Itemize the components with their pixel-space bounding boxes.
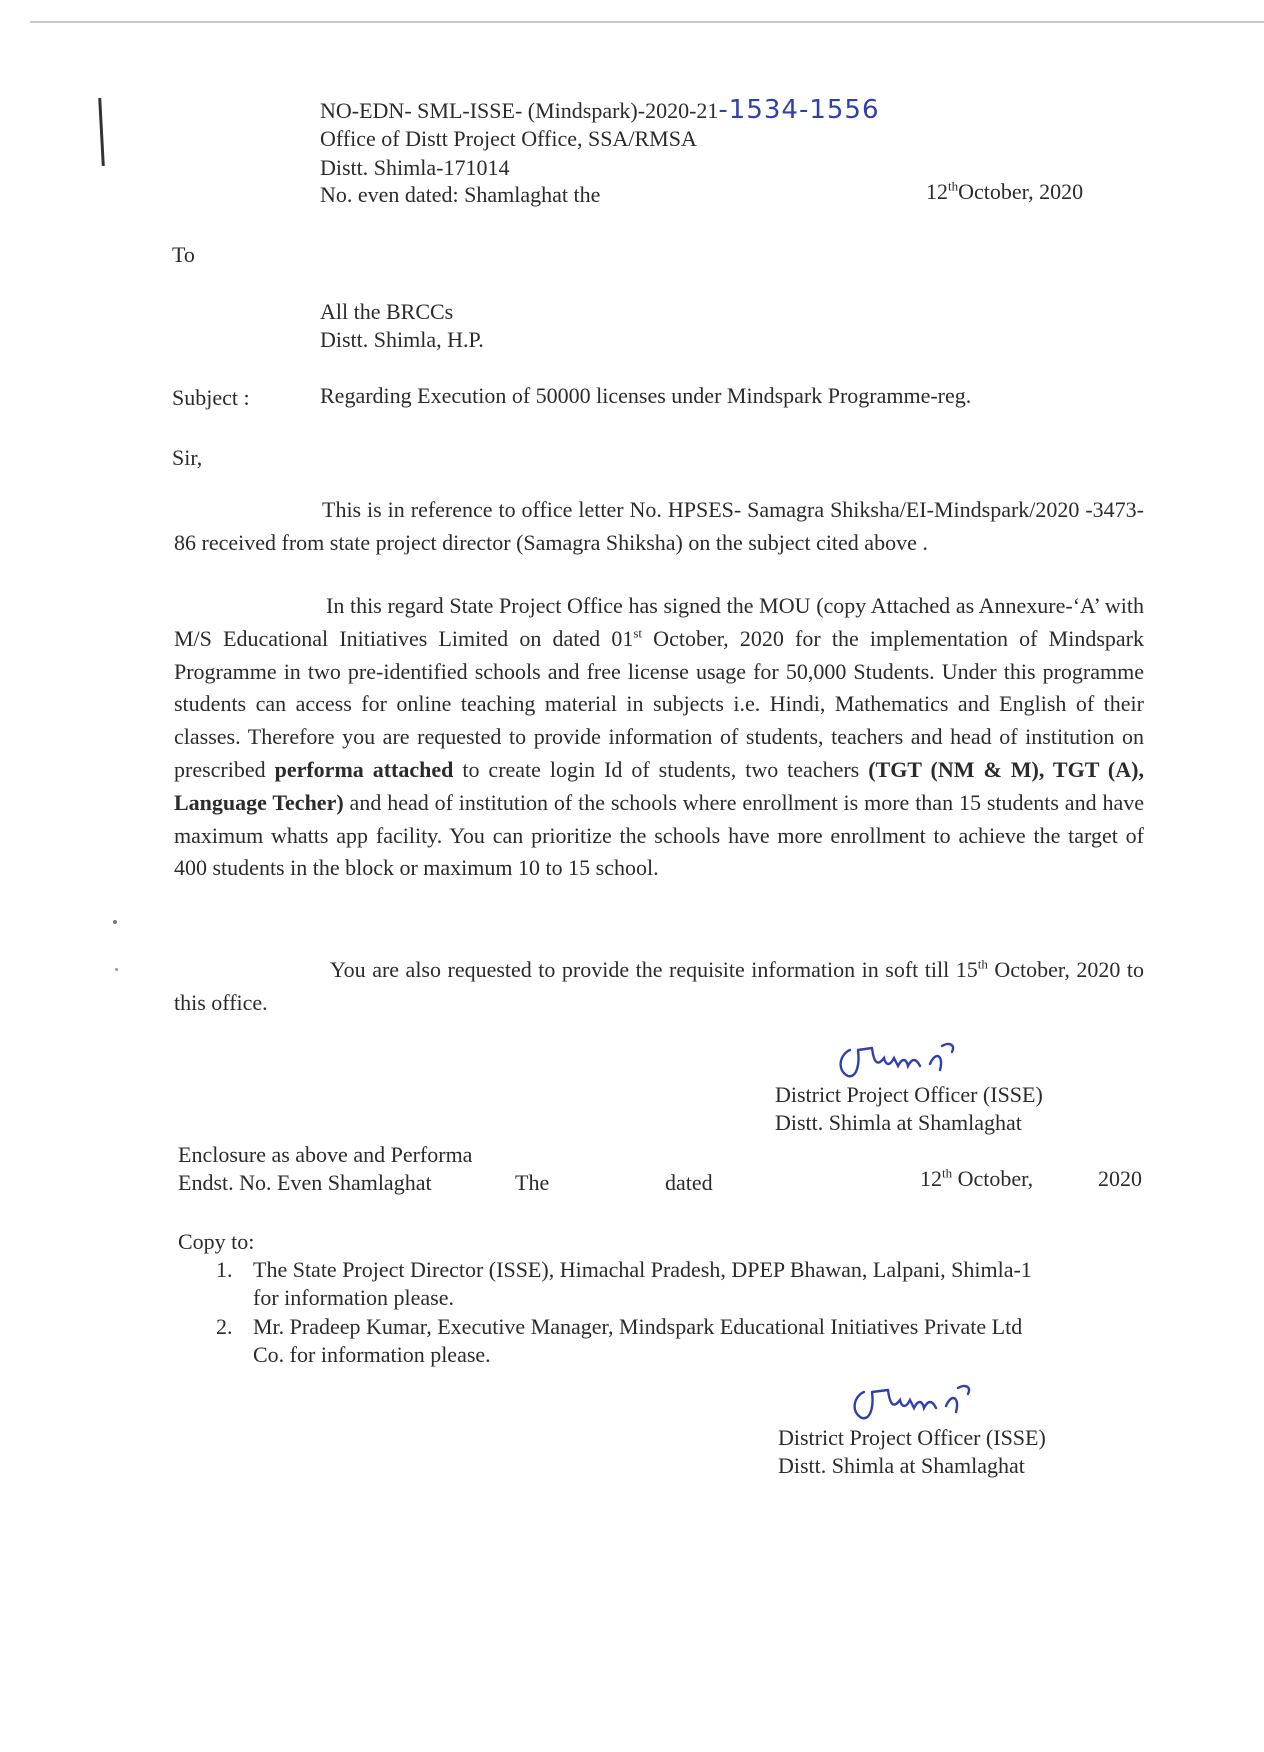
ref-handwritten-number: -1534-1556 xyxy=(718,95,880,125)
endorsement-date: 12th October, xyxy=(920,1165,1034,1191)
salutation: Sir, xyxy=(172,445,203,470)
ref-no-text: NO-EDN- SML-ISSE- (Mindspark)-2020-21 xyxy=(320,98,719,123)
endorsement-year: 2020 xyxy=(1098,1166,1142,1191)
copy-item-2-line-2: Co. for information please. xyxy=(253,1342,491,1367)
office-line: Office of Distt Project Office, SSA/RMSA xyxy=(320,126,697,151)
signatory-place-2: Distt. Shimla at Shamlaghat xyxy=(778,1453,1025,1478)
endorsement-dated: dated xyxy=(665,1170,713,1195)
copy-item-1-line-1: The State Project Director (ISSE), Himachal Pradesh, DPEP Bhawan, Lalpani, Shimla-1 xyxy=(253,1257,1032,1282)
scan-speck xyxy=(115,968,118,971)
body-paragraph-3: You are also requested to provide the requisite information in soft till 15th October, 2020 to this office. xyxy=(174,956,1144,1015)
enclosure-line: Enclosure as above and Performa xyxy=(178,1142,473,1167)
body-paragraph-2: In this regard State Project Office has signed the MOU (copy Attached as Annexure-‘A’ with M/S Educational Initiatives Limited on dated 01st October, 2020 for the implementation of Mindspark Programme in two pre-identified schools and free license usage for 50,000 Students. Under this programme students can access for online teaching material in subjects i.e. Hindi, Mathematics and English of their classes. Therefore you are requested to provide information of students, teachers and head of institution on prescribed performa attached to create login Id of students, two teachers (TGT (NM & M), TGT (A), Language Techer) and head of institution of the schools where enrollment is more than 15 students and have maximum whatts app facility. You can prioritize the schools have more enrollment to achieve the target of 400 students in the block or maximum 10 to 15 school. xyxy=(174,593,1144,881)
copy-to-label: Copy to: xyxy=(178,1229,255,1254)
copy-item-number: 1. xyxy=(216,1257,233,1282)
copy-item-1-line-2: for information please. xyxy=(253,1285,454,1310)
body-paragraph-1: This is in reference to office letter No. HPSES- Samagra Shiksha/EI-Mindspark/2020 -3473-86 received from state project director (Samagra Shiksha) on the subject cited above . xyxy=(174,497,1144,555)
endorsement-the: The xyxy=(515,1170,550,1195)
subject-label: Subject : xyxy=(172,385,250,410)
header-date: 12thOctober, 2020 xyxy=(926,178,1084,204)
addressee-line-1: All the BRCCs xyxy=(320,299,454,324)
signatory-place-1: Distt. Shimla at Shamlaghat xyxy=(775,1110,1022,1135)
signature-1 xyxy=(832,1036,1002,1086)
addressee-line-2: Distt. Shimla, H.P. xyxy=(320,327,484,352)
copy-item-2-line-1: Mr. Pradeep Kumar, Executive Manager, Mindspark Educational Initiatives Private Ltd xyxy=(253,1314,1023,1339)
scan-speck xyxy=(113,920,117,924)
dated-line: No. even dated: Shamlaghat the xyxy=(320,182,601,207)
subject-text: Regarding Execution of 50000 licenses under Mindspark Programme-reg. xyxy=(320,383,972,408)
district-line: Distt. Shimla-171014 xyxy=(320,155,510,180)
copy-item-number: 2. xyxy=(216,1314,233,1339)
signatory-title-2: District Project Officer (ISSE) xyxy=(778,1425,1046,1450)
signatory-title-1: District Project Officer (ISSE) xyxy=(775,1082,1043,1107)
endorsement-number: Endst. No. Even Shamlaghat xyxy=(178,1170,432,1195)
reference-number xyxy=(320,96,880,125)
scan-edge-line xyxy=(30,21,1264,23)
signature-2 xyxy=(846,1376,1026,1428)
to-label: To xyxy=(172,242,195,267)
margin-pen-mark xyxy=(98,98,105,166)
